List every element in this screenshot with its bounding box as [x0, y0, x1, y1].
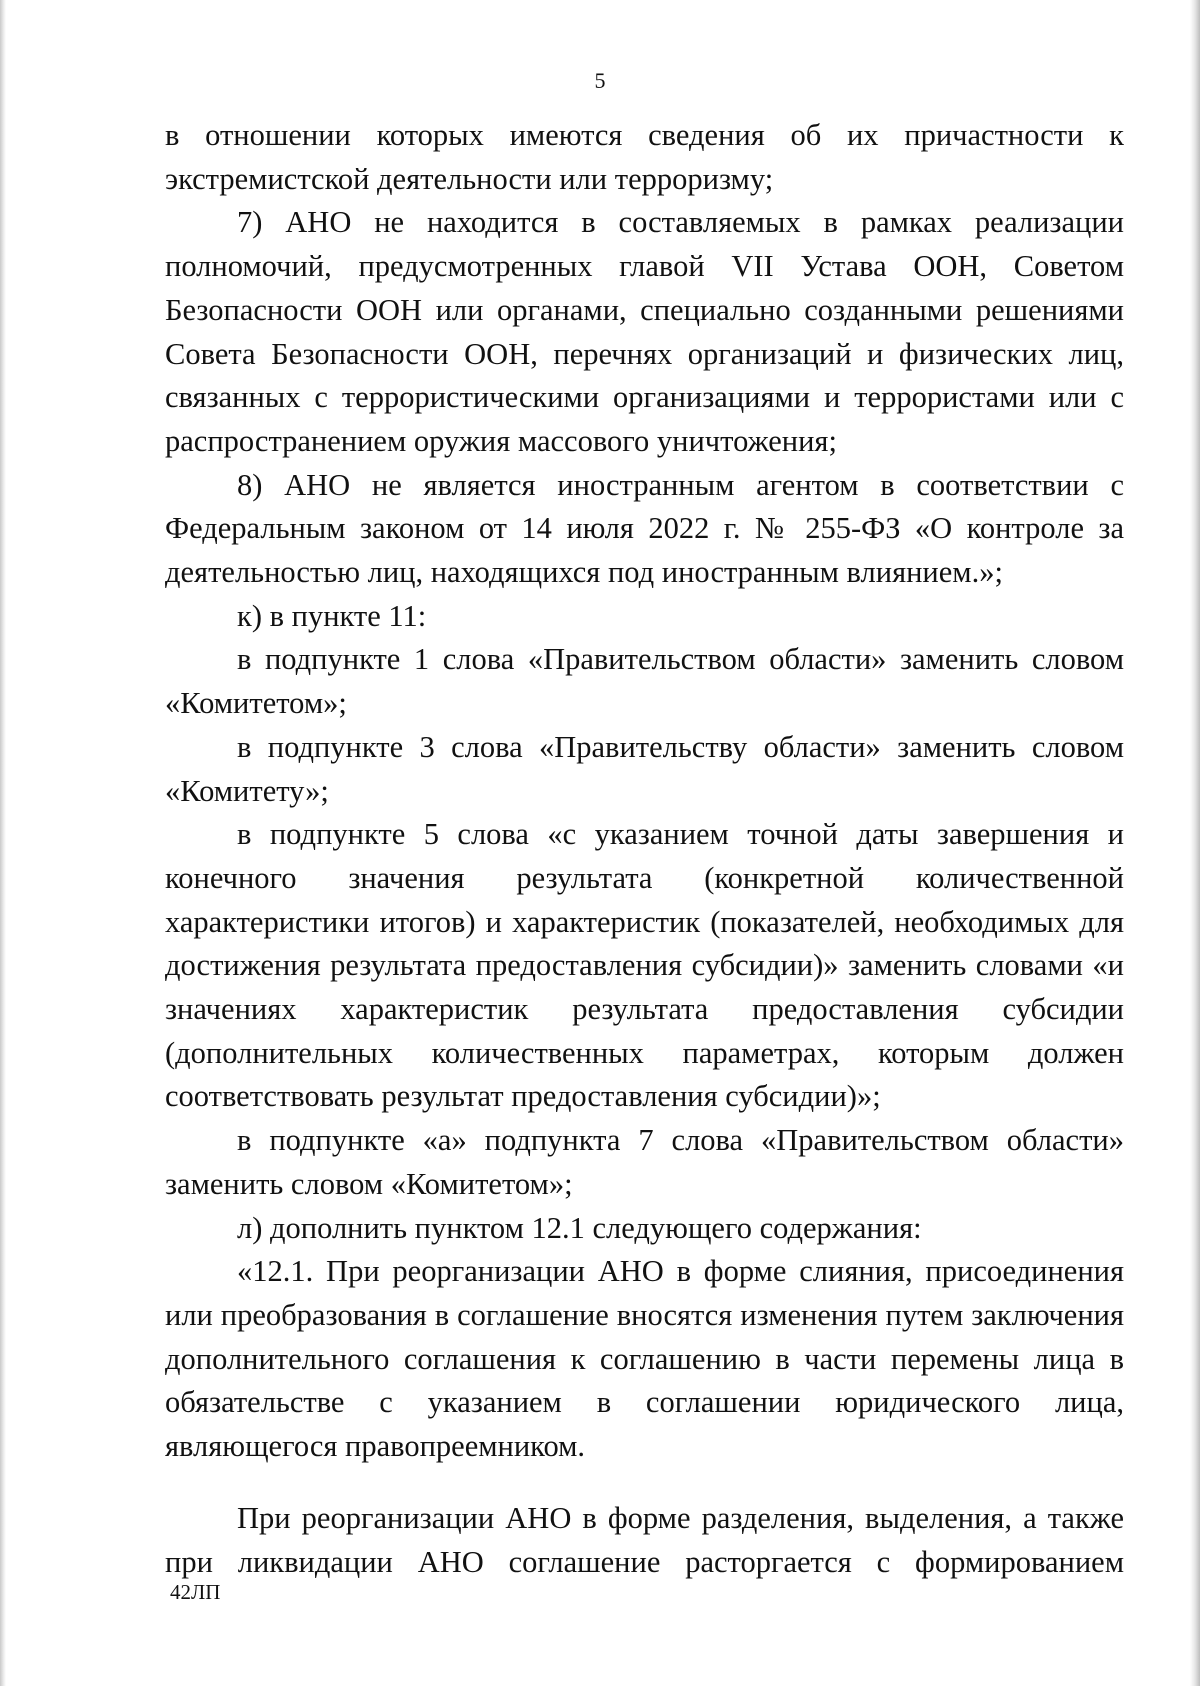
paragraph-subitem-l: л) дополнить пунктом 12.1 следующего содержания: [237, 1210, 922, 1245]
paragraph-subpoint-5: в подпункте 5 слова «с указанием точной даты завершения и конечного значения результата (конкретной количественной характеристики итогов) и характеристик (показателей, необходимых для достижения результата предоставления субсидии)» заменить словами «и значениях характеристик результата предоставления субсидии (дополнительных количественных параметрах, которым должен соответствовать результат предоставления субсидии)»; [165, 817, 1124, 1114]
paragraph-point-12-1: «12.1. При реорганизации АНО в форме слияния, присоединения или преобразования в соглашение вносятся изменения путем заключения дополнительного соглашения к соглашению в части перемены лица в обязательстве с указанием в соглашении юридического лица, являющегося правопреемником. [165, 1254, 1124, 1464]
paragraph-subpoint-7a: в подпункте «а» подпункта 7 слова «Правительством области» заменить словом «Комитетом»; [165, 1123, 1124, 1201]
scan-right-edge [1190, 0, 1200, 1686]
paragraph-item-8: 8) АНО не является иностранным агентом в соответствии с Федеральным законом от 14 июля 2022 г. № 255-ФЗ «О контроле за деятельностью лиц, находящихся под иностранным влиянием.»; [165, 467, 1124, 590]
paragraph-continuation: в отношении которых имеются сведения об их причастности к экстремистской деятельности или терроризму; [165, 118, 1124, 196]
document-body [165, 114, 1124, 1584]
paragraph-subpoint-1: в подпункте 1 слова «Правительством области» заменить словом «Комитетом»; [165, 642, 1124, 721]
paragraph-subitem-k: к) в пункте 11: [237, 598, 427, 633]
paragraph-item-7: 7) АНО не находится в составляемых в рамках реализации полномочий, предусмотренных главой VII Устава ООН, Советом Безопасности ООН или органами, специально созданными решениями Совета Безопасности ООН, перечнях организаций и физических лиц, связанных с террористическими организациями и террористами или с распространением оружия массового уничтожения; [165, 205, 1124, 458]
footer-document-code: 42ЛП [170, 1580, 221, 1604]
paragraph-reorganization: При реорганизации АНО в форме разделения, выделения, а также при ликвидации АНО соглашение расторгается с формированием [165, 1500, 1124, 1579]
page-number: 5 [594, 68, 606, 93]
scan-left-edge [0, 0, 6, 1686]
paragraph-subpoint-3: в подпункте 3 слова «Правительству области» заменить словом «Комитету»; [165, 729, 1124, 808]
